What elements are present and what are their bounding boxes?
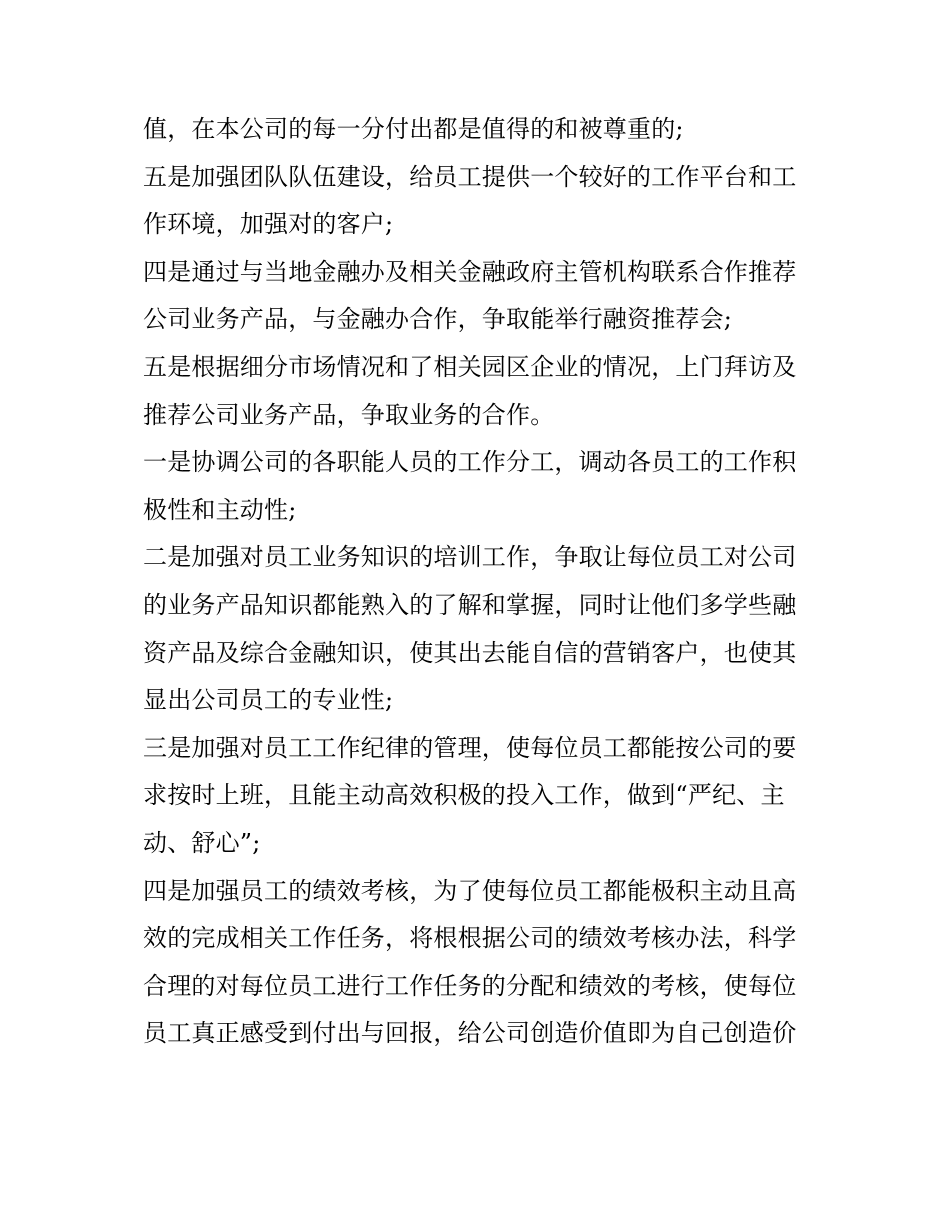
text-line: 推荐公司业务产品，争取业务的合作。 (143, 400, 555, 429)
text-line: 三是加强对员工工作纪律的管理，使每位员工都能按公司的要 (143, 733, 797, 762)
text-line: 合理的对每位员工进行工作任务的分配和绩效的考核，使每位 (143, 971, 797, 1000)
text-line: 五是根据细分市场情况和了相关园区企业的情况，上门拜访及 (143, 352, 797, 381)
text-line: 动、舒心”; (143, 828, 261, 857)
text-line: 公司业务产品，与金融办合作，争取能举行融资推荐会; (143, 305, 733, 334)
text-line: 四是通过与当地金融办及相关金融政府主管机构联系合作推荐 (143, 257, 797, 286)
text-line: 一是协调公司的各职能人员的工作分工，调动各员工的工作积 (143, 448, 797, 477)
text-line: 求按时上班，且能主动高效积极的投入工作，做到“严纪、主 (143, 781, 785, 810)
text-line: 效的完成相关工作任务，将根根据公司的绩效考核办法，科学 (143, 924, 797, 953)
text-line: 值，在本公司的每一分付出都是值得的和被尊重的; (143, 115, 684, 143)
text-line: 显出公司员工的专业性; (143, 686, 394, 715)
text-line: 极性和主动性; (143, 495, 297, 524)
text-line: 二是加强对员工业务知识的培训工作，争取让每位员工对公司 (143, 543, 797, 572)
text-line: 四是加强员工的绩效考核，为了使每位员工都能极积主动且高 (143, 876, 797, 905)
text-line: 的业务产品知识都能熟入的了解和掌握，同时让他们多学些融 (143, 590, 797, 619)
text-line: 五是加强团队队伍建设，给员工提供一个较好的工作平台和工 (143, 162, 797, 191)
body-text (143, 106, 823, 1058)
text-line: 员工真正感受到付出与回报，给公司创造价值即为自己创造价 (143, 1019, 797, 1048)
text-line: 作环境，加强对的客户; (143, 210, 394, 239)
text-line: 资产品及综合金融知识，使其出去能自信的营销客户，也使其 (143, 638, 797, 667)
